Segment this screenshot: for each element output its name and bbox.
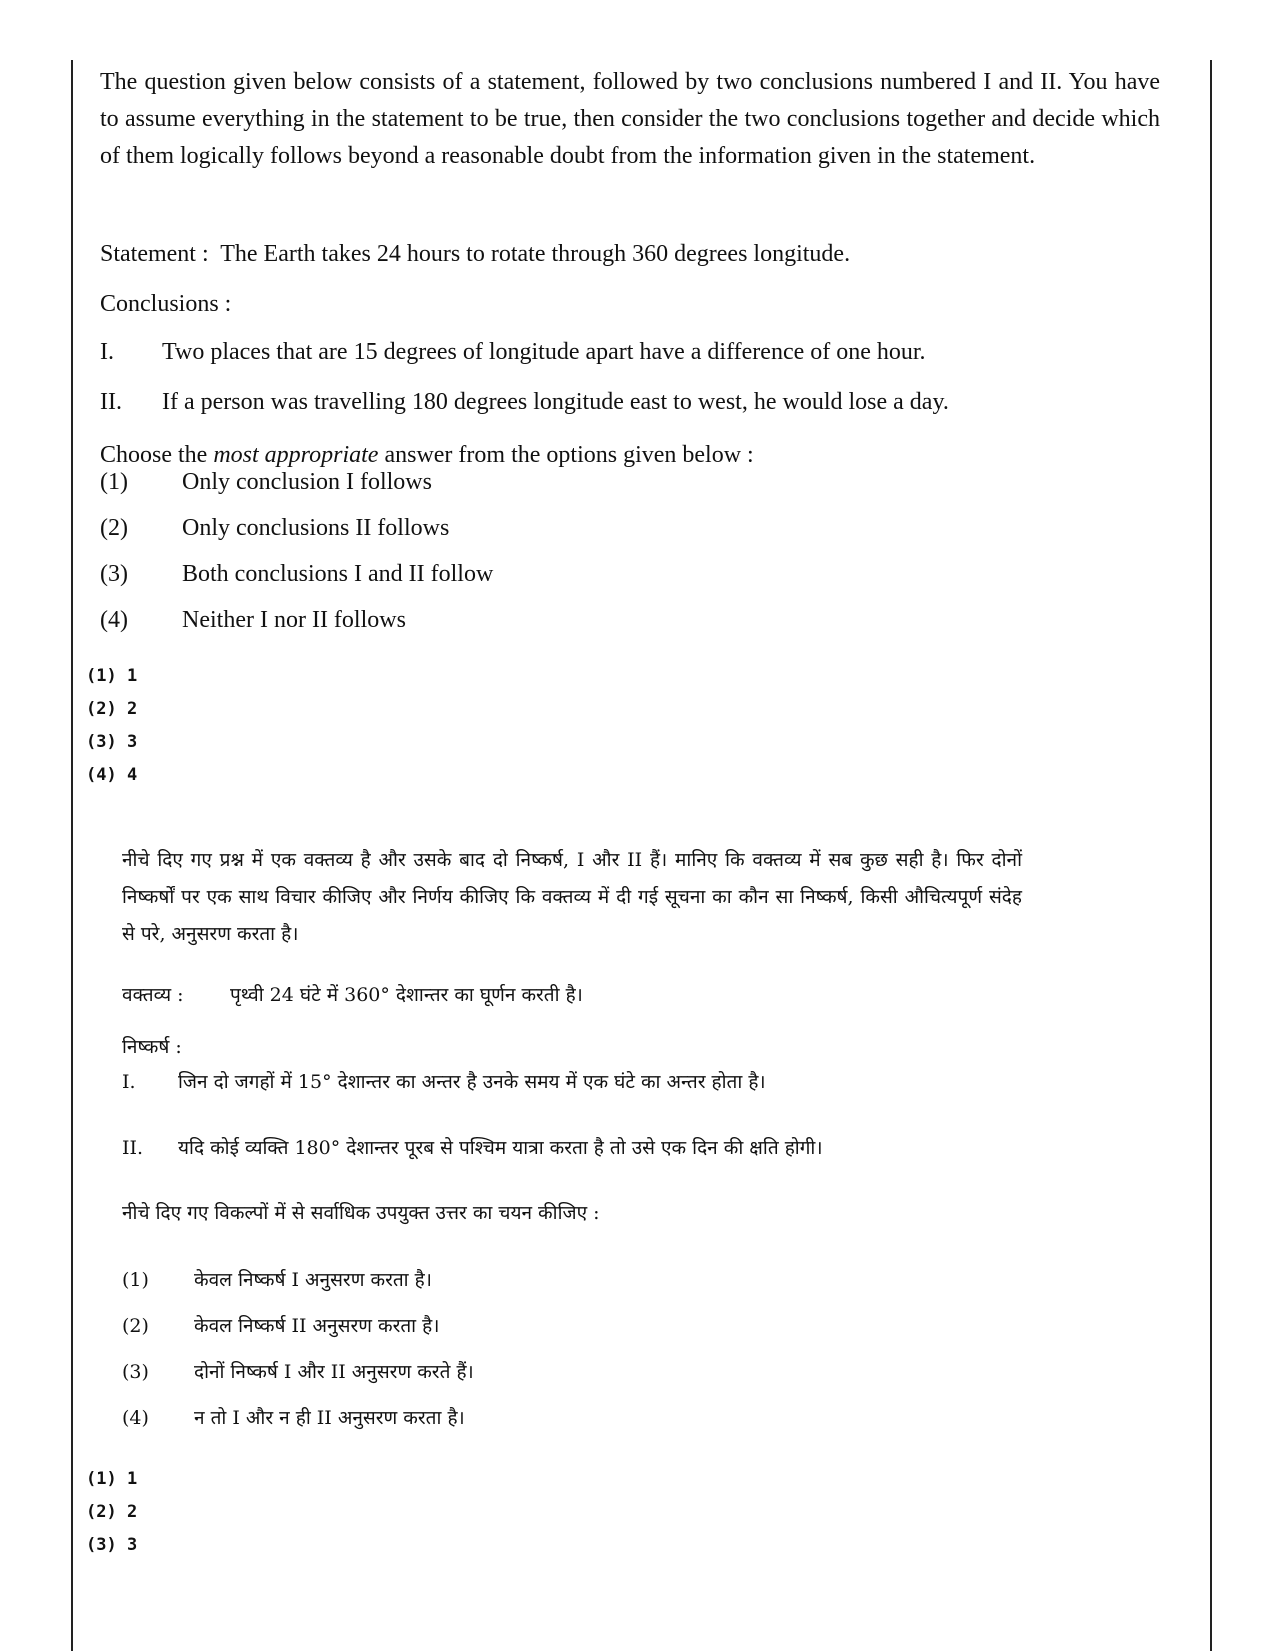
hindi-conclusions-heading: निष्कर्ष : <box>122 1036 182 1058</box>
hindi-choose-instruction: नीचे दिए गए विकल्पों में से सर्वाधिक उपयुक्त उत्तर का चयन कीजिए : <box>122 1202 600 1224</box>
statement <box>100 236 1160 273</box>
statement-label: Statement : <box>100 241 209 267</box>
choose-text-post: answer from the options given below : <box>378 442 754 468</box>
answer-choice-1[interactable]: (1) 1 <box>86 1469 138 1489</box>
conclusion-text: जिन दो जगहों में 15° देशान्तर का अन्तर है उनके समय में एक घंटे का अन्तर होता है। <box>178 1071 766 1093</box>
answer-choice-3[interactable]: (3) 3 <box>86 1535 138 1555</box>
conclusion-number: II. <box>100 389 122 415</box>
answer-choice-2[interactable]: (2) 2 <box>86 1502 138 1522</box>
conclusion-1 <box>100 334 1160 371</box>
option-4 <box>100 604 406 636</box>
option-text: केवल निष्कर्ष II अनुसरण करता है। <box>194 1315 440 1337</box>
option-2 <box>100 512 449 544</box>
option-number: (1) <box>100 469 128 495</box>
answer-choice-2[interactable]: (2) 2 <box>86 699 138 719</box>
hindi-question-intro: नीचे दिए गए प्रश्न में एक वक्तव्य है और उसके बाद दो निष्कर्ष, I और II हैं। मानिए कि वक्तव्य में सब कुछ सही है। फिर दोनों निष्कर्षों पर एक साथ विचार कीजिए और निर्णय कीजिए कि वक्तव्य में दी गई सूचना का कौन सा निष्कर्ष, किसी औचित्यपूर्ण संदेह से परे, अनुसरण करता है। <box>122 849 1022 945</box>
hindi-statement <box>122 981 1022 1007</box>
statement-text: The Earth takes 24 hours to rotate through 360 degrees longitude. <box>220 241 851 267</box>
hindi-statement-label: वक्तव्य : <box>122 984 184 1006</box>
option-3 <box>100 558 493 590</box>
option-number: (4) <box>100 607 128 633</box>
conclusion-text: If a person was travelling 180 degrees longitude east to west, he would lose a day. <box>162 389 949 415</box>
hindi-option-2 <box>122 1312 439 1338</box>
hindi-option-1 <box>122 1266 432 1292</box>
option-number: (1) <box>122 1269 149 1291</box>
option-text: Both conclusions I and II follow <box>182 561 494 587</box>
option-number: (3) <box>100 561 128 587</box>
option-text: न तो I और न ही II अनुसरण करता है। <box>194 1407 465 1429</box>
conclusion-text: यदि कोई व्यक्ति 180° देशान्तर पूरब से पश्चिम यात्रा करता है तो उसे एक दिन की क्षति होगी। <box>178 1137 823 1159</box>
hindi-conclusion-1 <box>122 1068 1022 1094</box>
option-number: (2) <box>100 515 128 541</box>
option-text: Neither I nor II follows <box>182 607 406 633</box>
option-text: दोनों निष्कर्ष I और II अनुसरण करते हैं। <box>194 1361 474 1383</box>
option-text: Only conclusion I follows <box>182 469 432 495</box>
answer-choice-3[interactable]: (3) 3 <box>86 732 138 752</box>
hindi-option-4 <box>122 1404 465 1430</box>
option-number: (3) <box>122 1361 149 1383</box>
conclusion-number: II. <box>122 1137 144 1159</box>
choose-text-emphasis: most appropriate <box>213 442 379 468</box>
option-text: केवल निष्कर्ष I अनुसरण करता है। <box>194 1269 432 1291</box>
conclusion-2 <box>100 384 1160 421</box>
choose-text-pre: Choose the <box>100 442 214 468</box>
hindi-conclusion-2 <box>122 1134 1022 1160</box>
answer-choice-1[interactable]: (1) 1 <box>86 666 138 686</box>
conclusions-heading: Conclusions : <box>100 291 232 317</box>
conclusion-number: I. <box>100 339 114 365</box>
option-text: Only conclusions II follows <box>182 515 450 541</box>
option-number: (4) <box>122 1407 149 1429</box>
answer-choice-4[interactable]: (4) 4 <box>86 765 138 785</box>
right-margin-rule <box>1210 60 1212 1651</box>
option-1 <box>100 466 432 498</box>
hindi-statement-text: पृथ्वी 24 घंटे में 360° देशान्तर का घूर्णन करती है। <box>230 984 583 1006</box>
option-number: (2) <box>122 1315 149 1337</box>
conclusion-text: Two places that are 15 degrees of longitude apart have a difference of one hour. <box>162 339 926 365</box>
conclusion-number: I. <box>122 1071 136 1093</box>
question-intro: The question given below consists of a statement, followed by two conclusions numbered I and II. You have to assume everything in the statement to be true, then consider the two conclusions together and decide which of them logically follows beyond a reasonable doubt from the information given in the statement. <box>100 69 1160 169</box>
hindi-option-3 <box>122 1358 474 1384</box>
left-margin-rule <box>71 60 73 1651</box>
